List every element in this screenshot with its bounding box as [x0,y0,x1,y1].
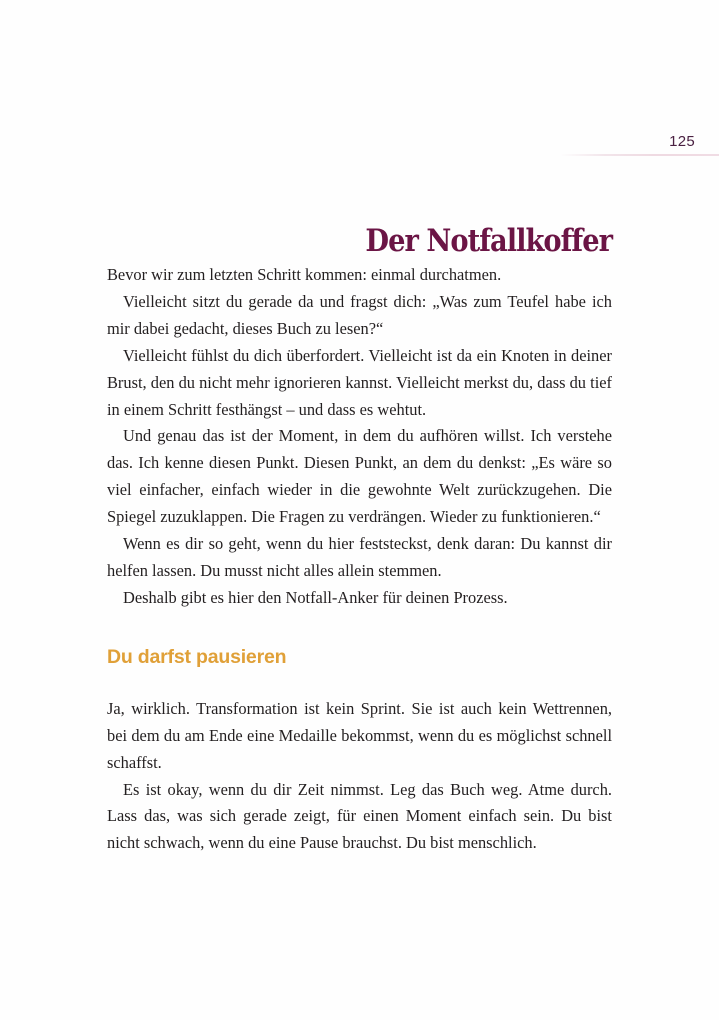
paragraph: Vielleicht sitzt du gerade da und fragst dich: „Was zum Teufel habe ich mir dabei gedacht, dieses Buch zu lesen?“ [107,291,612,338]
section-heading: Du darfst pausieren [107,645,287,668]
running-head [0,132,719,162]
paragraph: Wenn es dir so geht, wenn du hier feststeckst, denk daran: Du kannst dir helfen lassen. Du musst nicht alles allein stemmen. [107,534,612,580]
paragraph: Vielleicht fühlst du dich überfordert. Vielleicht ist da ein Knoten in deiner Brust, den du nicht mehr ignorieren kannst. Vielleicht merkst du, dass du tief in einem Schritt festhängst – und dass es wehtut. [107,345,612,419]
paragraph: Bevor wir zum letzten Schritt kommen: einmal durchatmen. [107,265,502,284]
paragraph: Es ist okay, wenn du dir Zeit nimmst. Leg das Buch weg. Atme durch. Lass das, was sich gerade zeigt, für einen Moment einfach sein. Du bist nicht schwach, wenn du eine Pause brauchst. Du bist menschlich. [107,779,612,853]
header-rule [560,154,719,156]
paragraph: Und genau das ist der Moment, in dem du aufhören willst. Ich verstehe das. Ich kenne diesen Punkt. Diesen Punkt, an dem du denkst: „Es wäre so viel einfacher, einfach wieder in die gewohnte Welt zurückzugehen. Die Spiegel zuzuklappen. Die Fragen zu verdrängen. Wieder zu funktionieren.“ [107,426,612,527]
chapter-title: Der Notfallkoffer [365,222,612,259]
paragraph: Ja, wirklich. Transformation ist kein Sprint. Sie ist auch kein Wettrennen, bei dem du am Ende eine Medaille bekommst, wenn du es möglichst schnell schaffst. [107,698,612,772]
paragraph: Deshalb gibt es hier den Notfall-Anker für deinen Prozess. [123,587,508,607]
spacer [107,670,612,696]
page-number: 125 [669,133,695,150]
spacer [107,612,612,644]
text-column [107,262,612,857]
